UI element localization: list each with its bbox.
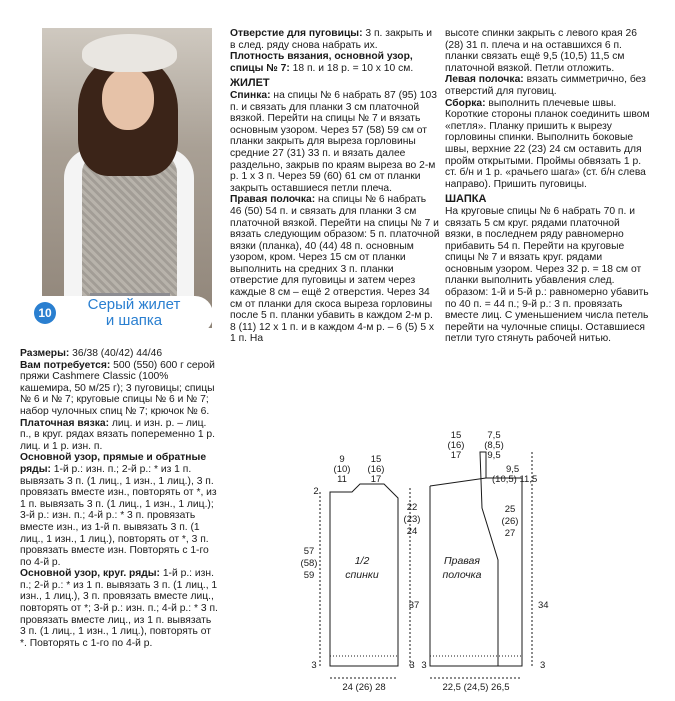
- paragraph-text: 3 п. закрыть и в след. ряду снова набрать их.: [230, 28, 433, 51]
- dim-neck-slope-1: 25: [504, 504, 516, 515]
- pattern-number-badge: 10: [34, 302, 56, 324]
- paragraph-text: На круговые спицы № 6 набрать 70 п. и связать 5 см круг. рядами платочной вязки, в последнем ряду равномерно прибавить 54 п. Перейти на круговые спицы № 7 и вязать круг. рядами основным узором. Через 32 р. = 18 см от планки выполнить убавления след. образом: 1-й и 5-й р.: равномерно убавить по 40 п. = 44 п.; 9-й р.: 3 п. провязать вместе лиц. С уменьшением числа петель перейти на чулочные спицы. Оставшиеся петли туго стянуть рабочей нитью.: [445, 205, 649, 345]
- back-label-1: 1/2: [354, 555, 370, 567]
- text-column-2: [230, 28, 440, 345]
- dim-back-shoulder-3: 17: [370, 474, 382, 485]
- col2-paragraph: [230, 28, 440, 51]
- paragraph-text: выполнить плечевые швы. Короткие стороны планок соединить швом «петля». Планку пришить к вырезу горловины спинки. Выполнить боковые швы, верхние 22 (23) 24 см оставить для пройм открытыми. Проймы обвязать 1 р. ст. б/н и 1 р. «рачьего шага» (ст. б/н слева направо). Пришить пуговицы.: [445, 97, 650, 190]
- paragraph-text: высоте спинки закрыть с левого края 26 (28) 31 п. плеча и на оставшихся 6 п. планки связать ещё 9,5 (10,5) 11,5 см платочной вязкой. Петли отложить.: [445, 28, 637, 74]
- dim-back-width: 24 (26) 28: [342, 682, 386, 693]
- front-shoulder-line: [430, 478, 486, 486]
- dim-armhole-2: (23): [403, 514, 421, 525]
- front-label-1: Правая: [444, 555, 480, 567]
- dim-band-right: 3: [421, 660, 427, 671]
- paragraph-heading: Отверстие для пуговицы:: [230, 28, 363, 39]
- dim-back-neck-1: 9: [339, 454, 345, 465]
- pattern-title-line-2: и шапка: [105, 312, 163, 329]
- col1-paragraph: [20, 452, 218, 568]
- dim-back-height-1: 57: [303, 546, 315, 557]
- col3-paragraph: [445, 74, 650, 97]
- dim-front-band-small: 3: [540, 660, 546, 671]
- paragraph-text: на спицы № 6 набрать 87 (95) 103 п. и связать для планки 3 см платочной вязкой. Перейти на спицы № 7 и вязать основным узором. Через 57 (58) 59 см от планки закрыть для выреза горловины средние 27 (31) 33 п. и вязать далее раздельно, закрыв по краям выреза во 2-м р. 1 х 3 п. Через 59 (60) 61 см от планки закрыть оставшиеся петли плеча.: [230, 89, 437, 194]
- dim-back-shoulder-1: 15: [370, 454, 382, 465]
- paragraph-heading: Размеры:: [20, 348, 70, 359]
- col2-paragraph: [230, 90, 440, 194]
- col3-paragraph: [445, 206, 650, 345]
- dim-front-shoulder-3: 17: [450, 450, 462, 461]
- front-label-2: полочка: [442, 569, 482, 581]
- paragraph-text: 500 (550) 600 г серой пряжи Cashmere Classic (100% кашемира, 50 м/25 г); 3 пуговицы; спицы № 6 и № 7; круговые спицы № 6 и № 7; набор чулочных спиц № 7; крючок № 6.: [20, 359, 215, 417]
- paragraph-text: 18 п. и 18 р. = 10 х 10 см.: [289, 62, 414, 74]
- paragraph-text: 1-й р.: изн. п.; 2-й р.: * из 1 п. вывязать 3 п. (1 лиц., 1 изн., 1 лиц.), 3 п. провязать вместе лиц., повторять от *; 3-й р.: изн. п.; 4-й р.: * 3 п. провязать вместе лиц., из 1 п. вывязать 3 п. (1 лиц., 1 изн., 1 лиц.), повторять от *. Повторять с 1-го по 4-й р.: [20, 568, 218, 649]
- paragraph-heading: Левая полочка:: [445, 74, 524, 86]
- paragraph-heading: Основной узор, круг. ряды:: [20, 568, 160, 580]
- dim-front-shoulder-2: (16): [447, 440, 465, 451]
- paragraph-heading: Вам потребуется:: [20, 359, 111, 371]
- paragraph-text: вязать симметрично, без отверстий для пуговиц.: [445, 74, 646, 97]
- dim-neck-slope-3: 27: [504, 528, 516, 539]
- section-heading: ЖИЛЕТ: [230, 77, 270, 90]
- paragraph-heading: Спинка:: [230, 89, 271, 101]
- dim-collar-h-1: 9,5: [506, 464, 520, 475]
- pattern-title: [64, 297, 204, 329]
- dim-back-neck-drop: 2: [313, 486, 319, 497]
- paragraph-heading: Плотность вязания, основной узор, спицы № 7:: [230, 51, 413, 74]
- paragraph-text: 1-й р.: изн. п.; 2-й р.: * из 1 п. вывязать 3 п. (1 лиц., 1 изн., 1 лиц.), 3 п. провязать вместе изн., повторять от *, из 1 п. вывязать 3 п. (1 лиц., 1 изн., 1 лиц.); 3-й р.: изн. п.; 4-й р.: * 3 п. провязать вместе изн., из 1-й п. вывязать 3 п. (1 лиц., 1 изн., 1 лиц.), повторять от *, 3 п. провязать вместе изн. Повторять с 1-го по 4-й р.: [20, 463, 217, 568]
- dim-collar-w-2: (8,5): [484, 440, 504, 451]
- dim-neck-slope-2: (26): [501, 516, 519, 527]
- dim-band-left: 3: [311, 660, 317, 671]
- dim-back-height-3: 59: [303, 570, 315, 581]
- dim-armhole-1: 22: [406, 502, 418, 513]
- text-column-1: [20, 348, 218, 649]
- col2-paragraph: [230, 51, 440, 74]
- col3-paragraph: [445, 28, 650, 74]
- dim-back-shoulder-2: (16): [367, 464, 385, 475]
- dim-back-neck-2: (10): [333, 464, 351, 475]
- back-label-2: спинки: [345, 569, 379, 581]
- dim-front-shoulder-1: 15: [450, 430, 462, 441]
- text-column-3: [445, 28, 650, 345]
- dim-collar-w-3: 9,5: [487, 450, 501, 461]
- dim-armhole-3: 24: [406, 526, 418, 537]
- section-heading: ШАПКА: [445, 193, 487, 206]
- paragraph-heading: Правая полочка:: [230, 194, 316, 206]
- col1-paragraph: [20, 360, 218, 418]
- col2-paragraph: [230, 194, 440, 345]
- paragraph-heading: Сборка:: [445, 97, 486, 109]
- paragraph-heading: Платочная вязка:: [20, 417, 110, 429]
- paragraph-text: 36/38 (40/42) 44/46: [69, 348, 163, 359]
- col1-paragraph: [20, 348, 218, 360]
- col3-paragraph: [445, 194, 650, 206]
- col1-paragraph: [20, 568, 218, 649]
- col3-paragraph: [445, 98, 650, 191]
- paragraph-text: на спицы № 6 набрать 46 (50) 54 п. и связать для планки 3 см платочной вязкой. Перейти на спицы № 7 и вязать следующим образом: 5 п. платочной вязки (планка), 40 (44) 48 п. основным узором, кром. Через 15 см от планки выполнить на средних 3 п. планки отверстие для пуговицы и затем через каждые 8 см – ещё 2 отверстия. Через 34 см от планки для скоса выреза горловины после 5 п. планки убавить в каждом 2-м р. 8 (11) 12 х 1 п. и в каждом 4-м р. – 6 (5) 5 х 1 п. На: [230, 194, 440, 345]
- dim-front-side: 34: [538, 600, 549, 611]
- dim-back-neck-3: 11: [337, 474, 347, 485]
- dim-front-width: 22,5 (24,5) 26,5: [442, 682, 510, 693]
- hat-shape: [82, 34, 177, 72]
- dim-collar-h-2: (10,5) 11,5: [492, 474, 538, 485]
- dim-back-height-2: (58): [300, 558, 318, 569]
- face-shape: [102, 68, 154, 130]
- garment-schematic: [300, 428, 630, 696]
- col2-paragraph: [230, 78, 440, 90]
- product-photo: [42, 28, 212, 328]
- col1-paragraph: [20, 418, 218, 453]
- schematic-svg: [300, 428, 630, 696]
- paragraph-heading: Основной узор, прямые и обратные ряды:: [20, 452, 207, 475]
- dim-band-mid: 3: [409, 660, 415, 671]
- dim-side-height: 37: [408, 600, 420, 611]
- paragraph-text: лиц. и изн. р. – лиц. п., в круг. рядах вязать попеременно 1 р. лиц. и 1 р. изн. п.: [20, 417, 215, 452]
- pattern-title-line-1: Серый жилет: [87, 296, 181, 313]
- dim-collar-w-1: 7,5: [487, 430, 501, 441]
